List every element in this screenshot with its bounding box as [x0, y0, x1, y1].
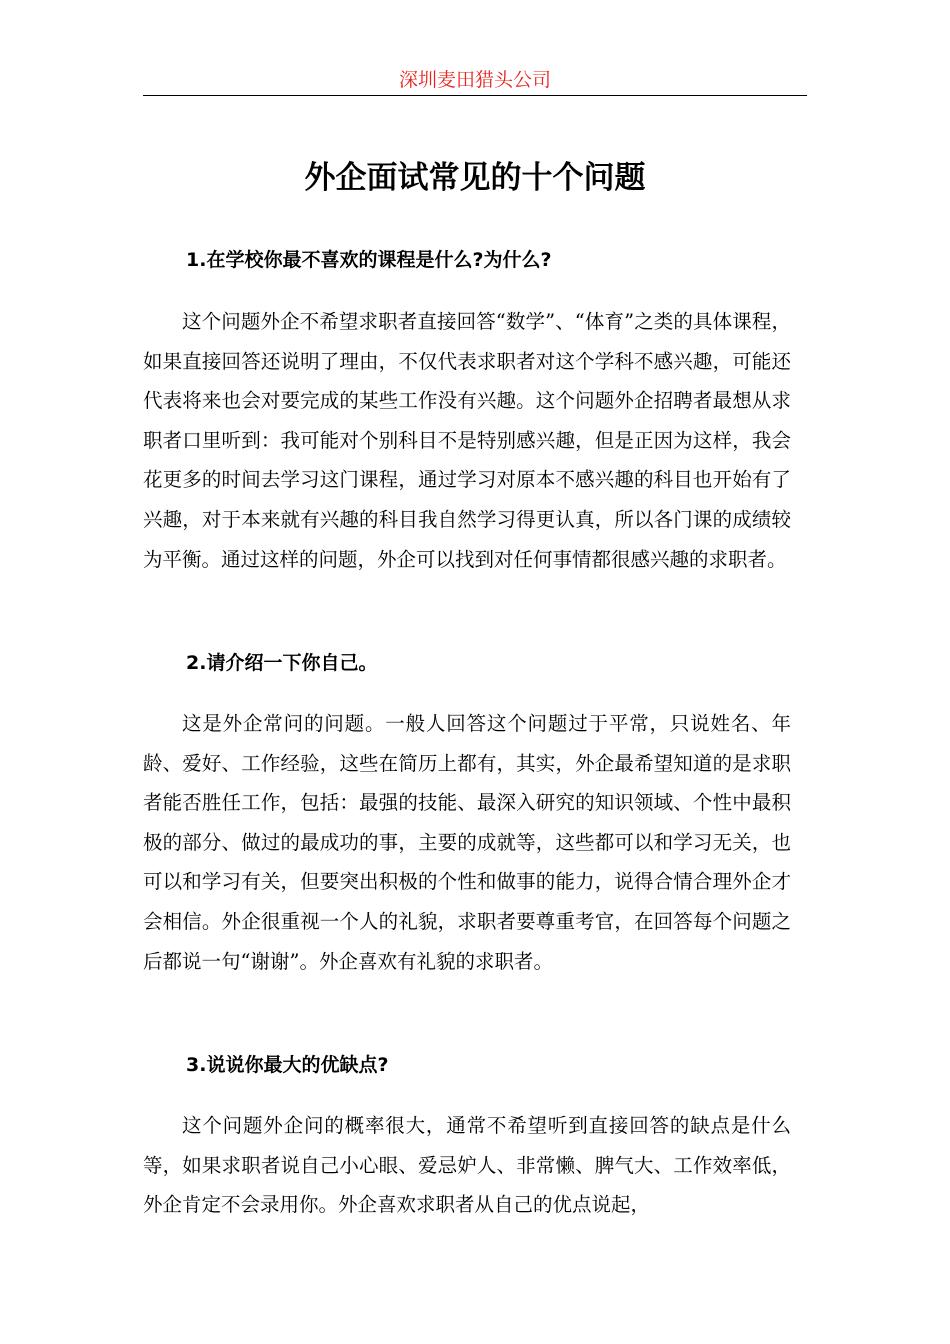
question-3-heading: 3.说说你最大的优缺点? [186, 1054, 389, 1076]
document-title: 外企面试常见的十个问题 [304, 160, 646, 196]
answer-1-paragraph: 这个问题外企不希望求职者直接回答“数学”、“体育”之类的具体课程，如果直接回答还说明了理由，不仅代表求职者对这个学科不感兴趣，可能还代表将来也会对要完成的某些工作没有兴趣。这个问题外企招聘者最想从求职者口里听到：我可能对个别科目不是特别感兴趣，但是正因为这样，我会花更多的时间去学习这门课程，通过学习对原本不感兴趣的科目也开始有了兴趣，对于本来就有兴趣的科目我自然学习得更认真，所以各门课的成绩较为平衡。通过这样的问题，外企可以找到对任何事情都很感兴趣的求职者。 [143, 310, 791, 571]
question-1-heading: 1.在学校你最不喜欢的课程是什么?为什么? [186, 249, 552, 271]
answer-2-paragraph: 这是外企常问的问题。一般人回答这个问题过于平常，只说姓名、年龄、爱好、工作经验，这些在简历上都有，其实，外企最希望知道的是求职者能否胜任工作，包括：最强的技能、最深入研究的知识领域、个性中最积极的部分、做过的最成功的事，主要的成就等，这些都可以和学习无关，也可以和学习有关，但要突出积极的个性和做事的能力，说得合情合理外企才会相信。外企很重视一个人的礼貌，求职者要尊重考官，在回答每个问题之后都说一句“谢谢”。外企喜欢有礼貌的求职者。 [143, 712, 791, 973]
question-2-heading: 2.请介绍一下你自己。 [186, 652, 378, 674]
header-divider [143, 95, 807, 96]
header-company-name: 深圳麦田猎头公司 [398, 69, 551, 91]
answer-3-paragraph: 这个问题外企问的概率很大，通常不希望听到直接回答的缺点是什么等，如果求职者说自己小心眼、爱忌妒人、非常懒、脾气大、工作效率低，外企肯定不会录用你。外企喜欢求职者从自己的优点说起， [143, 1114, 791, 1217]
